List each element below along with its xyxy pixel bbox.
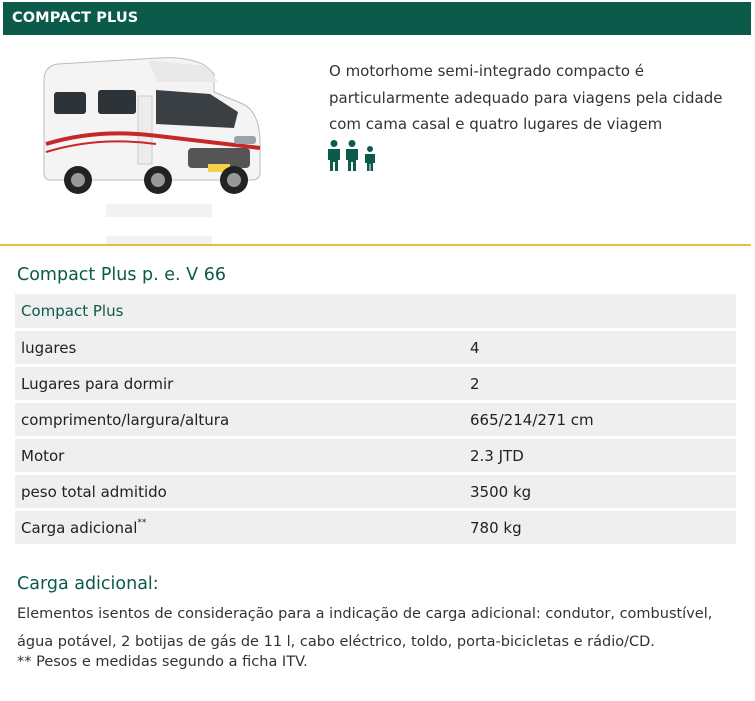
image-placeholder-bar [106,204,212,217]
intro-description: O motorhome semi-integrado compacto é particularmente adequado para viagens pela cidade com cama casal e quatro lugares de viagem [329,62,723,133]
row-value: 3500 kg [464,475,736,508]
row-value: 665/214/271 cm [464,403,736,436]
seating-people-icons [327,140,379,172]
table-row [15,331,736,364]
row-label-cell [15,511,464,544]
row-label: peso total admitido [15,475,464,508]
section-divider [0,244,751,246]
table-row [15,439,736,472]
table-header-row [15,294,736,328]
image-placeholder-bar [106,236,212,244]
table-header: Compact Plus [15,294,736,328]
carga-title: Carga adicional: [17,574,159,594]
row-label: comprimento/largura/altura [15,403,464,436]
person-icon [328,140,340,171]
carga-description: Elementos isentos de consideração para a indicação de carga adicional: condutor, combustível, água potável, 2 botijas de gás de 11 l, cabo eléctrico, toldo, porta-bicicletas e rádio/CD. [17,606,713,650]
row-label: lugares [15,331,464,364]
row-label: Lugares para dormir [15,367,464,400]
footnote-mark: ** [137,517,147,528]
row-value: 2.3 JTD [464,439,736,472]
row-value: 780 kg [464,511,736,544]
row-label: Carga adicional [21,518,138,537]
model-title: Compact Plus p. e. V 66 [17,265,226,285]
motorhome-image [38,52,268,202]
footnote: ** Pesos e medidas segundo a ficha ITV. [17,654,308,670]
child-icon [365,146,375,171]
page-header [3,2,751,35]
table-row [15,475,736,508]
table-row [15,511,736,544]
header-title: COMPACT PLUS [12,10,139,26]
table-row [15,403,736,436]
row-value: 4 [464,331,736,364]
person-icon [346,140,358,171]
row-label: Motor [15,439,464,472]
row-value: 2 [464,367,736,400]
table-row [15,367,736,400]
spec-table [15,291,736,547]
